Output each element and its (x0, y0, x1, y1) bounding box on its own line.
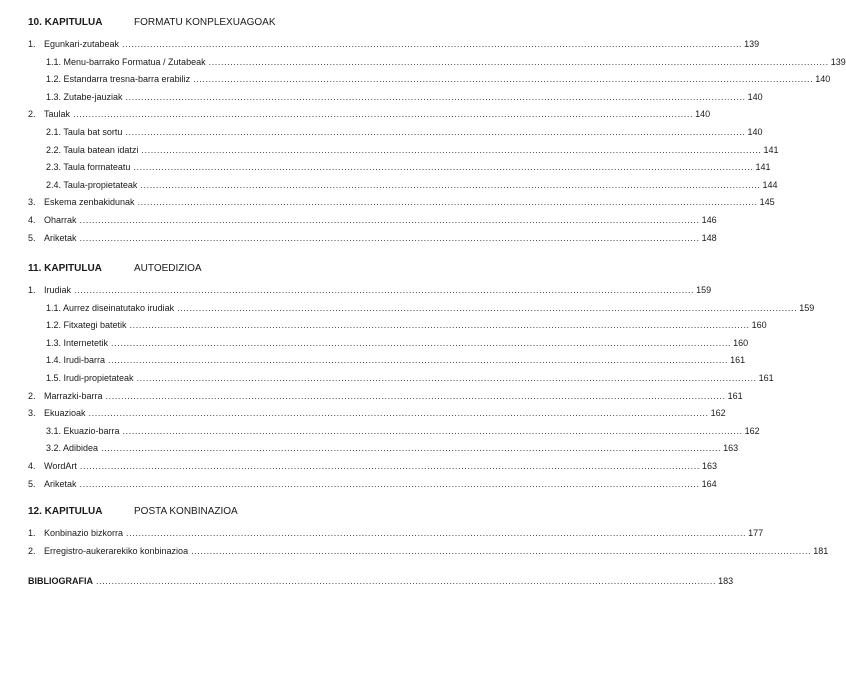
entry-label: Ekuazioak (44, 408, 86, 419)
entry-label: 2.4. Taula-propietateak (46, 179, 138, 190)
dot-leader: ........................................................................................................................................................................................................ (74, 285, 695, 295)
toc-entry[interactable] (28, 477, 717, 491)
entry-row (46, 371, 774, 385)
toc-entry[interactable] (28, 301, 815, 315)
dot-leader: ........................................................................................................................................................................................................ (133, 162, 754, 173)
dot-leader: ........................................................................................................................................................................................................ (136, 373, 757, 383)
entry-page-number: 145 (759, 197, 775, 208)
entry-page-number: 140 (695, 109, 711, 120)
entry-row (46, 301, 815, 315)
entry-label: Ariketak (44, 232, 77, 243)
dot-leader: ........................................................................................................................................................................................................ (105, 390, 726, 401)
chapter-title: FORMATU KONPLEXUAGOAK (134, 17, 276, 28)
entry-label: Eskema zenbakidunak (44, 197, 135, 208)
entry-row (28, 574, 734, 588)
entry-label: 2.3. Taula formateatu (46, 162, 131, 173)
entry-label: Konbinazio bizkorra (44, 528, 124, 538)
entry-page-number: 144 (762, 179, 778, 190)
entry-page-number: 141 (755, 162, 771, 173)
entry-label: WordArt (44, 461, 77, 471)
entry-page-number: 140 (747, 127, 763, 137)
toc-entry-bibliography[interactable] (28, 574, 734, 588)
entry-number: 4. (28, 461, 36, 471)
entry-label: Marrazki-barra (44, 390, 103, 401)
entry-label: 2.1. Taula bat sortu (46, 127, 123, 137)
chapter-heading (28, 505, 462, 519)
dot-leader: ........................................................................................................................................................................................................ (122, 425, 743, 436)
entry-row (44, 526, 764, 540)
bibliography-label: BIBLIOGRAFIA (28, 576, 93, 586)
entry-label: 1.2. Estandarra tresna-barra erabiliz (46, 74, 191, 85)
toc-entry[interactable] (28, 283, 712, 297)
entry-number: 4. (28, 215, 36, 225)
entry-number: 1. (28, 39, 36, 49)
toc-entry[interactable] (28, 459, 717, 473)
toc-entry[interactable] (28, 318, 767, 332)
toc-entry[interactable] (28, 160, 771, 174)
entry-page-number: 139 (744, 39, 760, 49)
entry-page-number: 148 (701, 232, 717, 243)
entry-number: 1. (28, 285, 36, 295)
entry-row (46, 318, 767, 332)
entry-row (46, 55, 846, 69)
entry-number: 5. (28, 232, 36, 243)
dot-leader: ........................................................................................................................................................................................................ (125, 91, 746, 102)
toc-entry[interactable] (28, 371, 774, 385)
entry-row (44, 213, 717, 227)
entry-row (46, 336, 749, 350)
entry-row (44, 389, 743, 403)
chapter-number: 10. KAPITULUA (28, 17, 103, 28)
entry-label: 2.2. Taula batean idatzi (46, 144, 139, 155)
entry-row (44, 231, 717, 245)
chapter-title: POSTA KONBINAZIOA (134, 506, 238, 517)
dot-leader: ........................................................................................................................................................................................................ (122, 39, 743, 49)
entry-row (44, 544, 829, 558)
chapter-heading (28, 16, 462, 30)
entry-page-number: 160 (751, 320, 767, 331)
entry-row (46, 143, 779, 157)
dot-leader: ........................................................................................................................................................................................................ (193, 74, 814, 85)
entry-page-number: 159 (696, 285, 712, 295)
dot-leader: ........................................................................................................................................................................................................ (79, 215, 700, 225)
chapter-number: 12. KAPITULUA (28, 506, 103, 517)
entry-label: 1.5. Irudi-propietateak (46, 373, 134, 383)
entry-page-number: 141 (763, 144, 779, 155)
dot-leader: ........................................................................................................................................................................................................ (129, 320, 750, 331)
entry-number: 2. (28, 109, 36, 120)
toc-entry[interactable] (28, 90, 763, 104)
dot-leader: ........................................................................................................................................................................................................ (141, 144, 762, 155)
entry-row (44, 459, 717, 473)
toc-entry[interactable] (28, 389, 743, 403)
toc-entry[interactable] (28, 195, 775, 209)
entry-label: 1.1. Aurrez diseinatutako irudiak (46, 302, 175, 313)
entry-page-number: 146 (701, 215, 717, 225)
dot-leader: ........................................................................................................................................................................................................ (96, 576, 717, 586)
toc-entry[interactable] (28, 55, 846, 69)
toc-entry[interactable] (28, 336, 749, 350)
dot-leader: ........................................................................................................................................................................................................ (137, 197, 758, 208)
entry-label: Ariketak (44, 478, 77, 489)
entry-row (44, 195, 775, 209)
entry-page-number: 163 (723, 443, 739, 454)
toc-entry[interactable] (28, 544, 829, 558)
toc-entry[interactable] (28, 125, 763, 139)
toc-entry[interactable] (28, 178, 778, 192)
dot-leader: ........................................................................................................................................................................................................ (111, 337, 732, 348)
dot-leader: ........................................................................................................................................................................................................ (140, 179, 761, 190)
entry-row (46, 353, 746, 367)
entry-label: 1.2. Fitxategi batetik (46, 320, 127, 331)
entry-label: 3.2. Adibidea (46, 443, 99, 454)
entry-number: 3. (28, 197, 36, 208)
entry-page-number: 164 (701, 478, 717, 489)
entry-label: 1.3. Internetetik (46, 337, 109, 348)
entry-number: 2. (28, 545, 36, 556)
toc-entry[interactable] (28, 353, 746, 367)
toc-entry[interactable] (28, 72, 831, 86)
entry-number: 1. (28, 528, 36, 538)
dot-leader: ........................................................................................................................................................................................................ (88, 408, 709, 419)
dot-leader: ........................................................................................................................................................................................................ (125, 127, 746, 137)
dot-leader: ........................................................................................................................................................................................................ (79, 461, 700, 471)
entry-page-number: 139 (830, 56, 846, 67)
entry-row (46, 441, 739, 455)
entry-row (46, 125, 763, 139)
dot-leader: ........................................................................................................................................................................................................ (177, 302, 798, 313)
entry-page-number: 177 (748, 528, 764, 538)
entry-number: 2. (28, 390, 36, 401)
entry-row (44, 283, 712, 297)
entry-page-number: 140 (747, 91, 763, 102)
dot-leader: ........................................................................................................................................................................................................ (191, 545, 812, 556)
entry-label: Taulak (44, 109, 71, 120)
toc-entry[interactable] (28, 424, 760, 438)
entry-page-number: 163 (701, 461, 717, 471)
toc-entry[interactable] (28, 213, 717, 227)
toc-entry[interactable] (28, 37, 760, 51)
toc-entry[interactable] (28, 406, 726, 420)
entry-label: 1.1. Menu-barrako Formatua / Zutabeak (46, 56, 206, 67)
entry-label: Oharrak (44, 215, 77, 225)
toc-entry[interactable] (28, 231, 717, 245)
entry-page-number: 140 (815, 74, 831, 85)
dot-leader: ........................................................................................................................................................................................................ (73, 109, 694, 120)
entry-page-number: 162 (710, 408, 726, 419)
entry-label: Irudiak (44, 285, 72, 295)
entry-label: Egunkari-zutabeak (44, 39, 120, 49)
entry-label: 1.3. Zutabe-jauziak (46, 91, 123, 102)
entry-row (44, 477, 717, 491)
dot-leader: ........................................................................................................................................................................................................ (101, 443, 722, 454)
toc-entry[interactable] (28, 107, 711, 121)
toc-entry[interactable] (28, 526, 764, 540)
dot-leader: ........................................................................................................................................................................................................ (126, 528, 747, 538)
entry-page-number: 162 (744, 425, 760, 436)
entry-label: Erregistro-aukerarekiko konbinazioa (44, 545, 189, 556)
entry-page-number: 160 (733, 337, 749, 348)
dot-leader: ........................................................................................................................................................................................................ (208, 56, 829, 67)
chapter-title: AUTOEDIZIOA (134, 263, 202, 274)
entry-page-number: 181 (813, 545, 829, 556)
entry-page-number: 161 (730, 355, 746, 366)
toc-entry[interactable] (28, 441, 739, 455)
entry-row (46, 160, 771, 174)
entry-page-number: 161 (758, 373, 774, 383)
entry-page-number: 159 (799, 302, 815, 313)
entry-row (46, 424, 760, 438)
toc-entry[interactable] (28, 143, 779, 157)
entry-row (44, 37, 760, 51)
entry-row (44, 107, 711, 121)
entry-page-number: 161 (727, 390, 743, 401)
chapter-number: 11. KAPITULUA (28, 263, 102, 274)
bibliography-page-number: 183 (718, 576, 734, 586)
entry-row (46, 90, 763, 104)
dot-leader: ........................................................................................................................................................................................................ (79, 478, 700, 489)
entry-row (46, 178, 778, 192)
entry-label: 3.1. Ekuazio-barra (46, 425, 120, 436)
dot-leader: ........................................................................................................................................................................................................ (108, 355, 729, 366)
entry-row (44, 406, 726, 420)
entry-row (46, 72, 831, 86)
entry-number: 3. (28, 408, 36, 419)
dot-leader: ........................................................................................................................................................................................................ (79, 232, 700, 243)
chapter-heading (28, 262, 462, 276)
entry-number: 5. (28, 478, 36, 489)
entry-label: 1.4. Irudi-barra (46, 355, 106, 366)
